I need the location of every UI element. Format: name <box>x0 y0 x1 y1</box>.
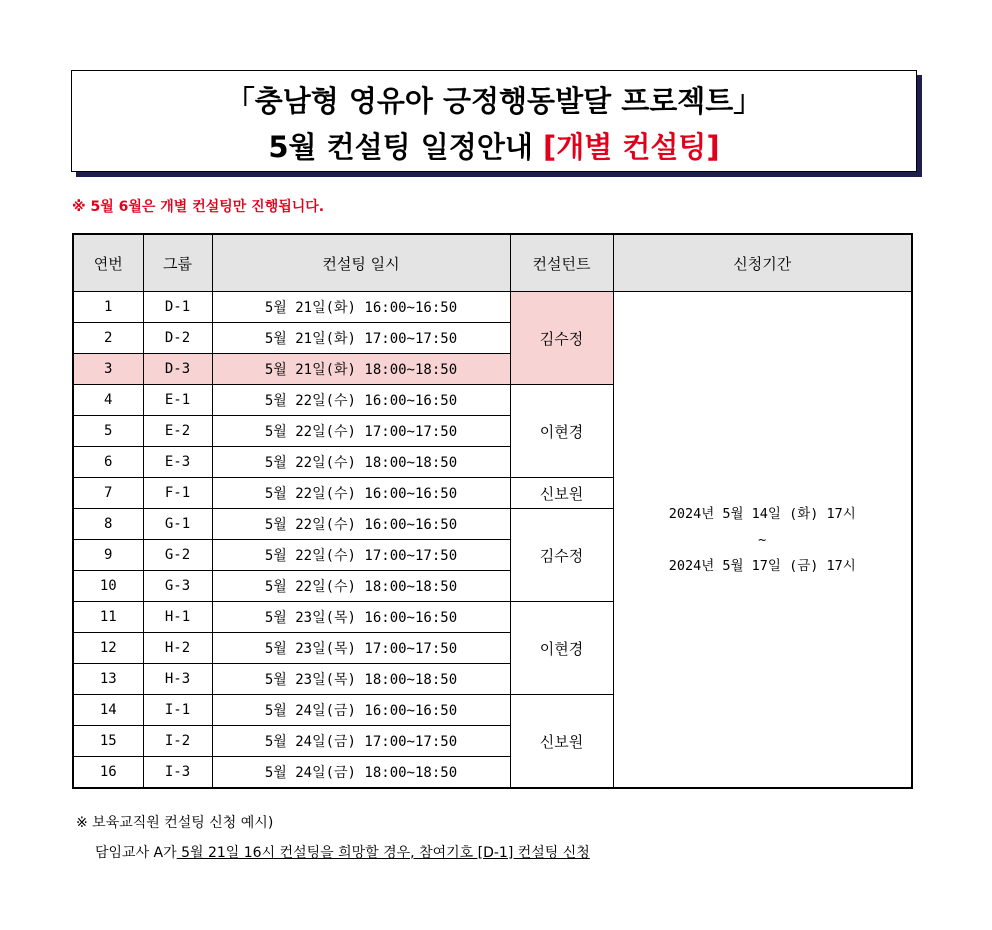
row-datetime: 5월 21일(화) 17:00~17:50 <box>212 323 510 354</box>
header-datetime: 컨설팅 일시 <box>212 234 510 292</box>
row-datetime: 5월 23일(목) 18:00~18:50 <box>212 664 510 695</box>
row-datetime: 5월 22일(수) 16:00~16:50 <box>212 478 510 509</box>
consultant-cell: 김수정 <box>510 509 613 602</box>
row-no: 2 <box>73 323 143 354</box>
row-no: 1 <box>73 292 143 323</box>
row-no: 15 <box>73 726 143 757</box>
row-group: E-3 <box>143 447 212 478</box>
row-datetime: 5월 24일(금) 16:00~16:50 <box>212 695 510 726</box>
consultant-cell: 김수정 <box>510 292 613 385</box>
application-period-cell <box>613 292 912 789</box>
row-group: E-1 <box>143 385 212 416</box>
row-no: 6 <box>73 447 143 478</box>
row-datetime: 5월 22일(수) 18:00~18:50 <box>212 447 510 478</box>
row-datetime: 5월 22일(수) 16:00~16:50 <box>212 509 510 540</box>
row-no: 8 <box>73 509 143 540</box>
title-line-1: 「충남형 영유아 긍정행동발달 프로젝트」 <box>225 84 763 118</box>
table-header-row <box>73 234 912 292</box>
row-datetime: 5월 24일(금) 17:00~17:50 <box>212 726 510 757</box>
footer-example-prefix: 담임교사 A가 <box>95 845 177 861</box>
row-datetime: 5월 24일(금) 18:00~18:50 <box>212 757 510 789</box>
row-datetime: 5월 22일(수) 18:00~18:50 <box>212 571 510 602</box>
row-no: 14 <box>73 695 143 726</box>
row-group: G-3 <box>143 571 212 602</box>
row-group: I-2 <box>143 726 212 757</box>
title-main: 5월 컨설팅 일정안내 <box>268 130 543 164</box>
row-group: H-3 <box>143 664 212 695</box>
footer-example-text <box>95 842 590 862</box>
row-group: I-1 <box>143 695 212 726</box>
row-no: 5 <box>73 416 143 447</box>
consultant-cell: 이현경 <box>510 602 613 695</box>
row-no: 10 <box>73 571 143 602</box>
row-group: G-2 <box>143 540 212 571</box>
row-no: 13 <box>73 664 143 695</box>
row-datetime: 5월 21일(화) 18:00~18:50 <box>212 354 510 385</box>
row-group: G-1 <box>143 509 212 540</box>
consultant-cell: 신보원 <box>510 478 613 509</box>
row-group: F-1 <box>143 478 212 509</box>
row-group: I-3 <box>143 757 212 789</box>
row-no: 16 <box>73 757 143 789</box>
header-period: 신청기간 <box>613 234 912 292</box>
row-group: H-2 <box>143 633 212 664</box>
header-consultant: 컨설턴트 <box>510 234 613 292</box>
row-datetime: 5월 21일(화) 16:00~16:50 <box>212 292 510 323</box>
title-line-2 <box>72 125 916 166</box>
row-no: 12 <box>73 633 143 664</box>
schedule-table <box>72 233 913 789</box>
period-end: 2024년 5월 17일 (금) 17시 <box>668 557 856 574</box>
row-no: 9 <box>73 540 143 571</box>
footer-example-heading: ※ 보육교직원 컨설팅 신청 예시) <box>76 815 274 831</box>
row-datetime: 5월 23일(목) 17:00~17:50 <box>212 633 510 664</box>
period-start: 2024년 5월 14일 (화) 17시 <box>668 505 856 522</box>
row-group: D-2 <box>143 323 212 354</box>
header-group: 그룹 <box>143 234 212 292</box>
consultant-cell: 이현경 <box>510 385 613 478</box>
row-no: 3 <box>73 354 143 385</box>
row-no: 4 <box>73 385 143 416</box>
row-no: 11 <box>73 602 143 633</box>
row-group: H-1 <box>143 602 212 633</box>
consultant-cell: 신보원 <box>510 695 613 789</box>
row-datetime: 5월 22일(수) 17:00~17:50 <box>212 416 510 447</box>
row-group: D-1 <box>143 292 212 323</box>
row-datetime: 5월 22일(수) 16:00~16:50 <box>212 385 510 416</box>
row-group: D-3 <box>143 354 212 385</box>
title-highlight: [개별 컨설팅] <box>542 130 720 164</box>
period-separator: ~ <box>758 531 767 548</box>
footer-example-underlined: 5월 21일 16시 컨설팅을 희망할 경우, 참여기호 [D-1] 컨설팅 신청 <box>176 845 590 861</box>
notice-text: ※ 5월 6월은 개별 컨설팅만 진행됩니다. <box>72 199 325 215</box>
row-no: 7 <box>73 478 143 509</box>
header-no: 연번 <box>73 234 143 292</box>
row-group: E-2 <box>143 416 212 447</box>
title-box <box>71 70 917 172</box>
row-datetime: 5월 22일(수) 17:00~17:50 <box>212 540 510 571</box>
row-datetime: 5월 23일(목) 16:00~16:50 <box>212 602 510 633</box>
table-row <box>73 292 912 323</box>
